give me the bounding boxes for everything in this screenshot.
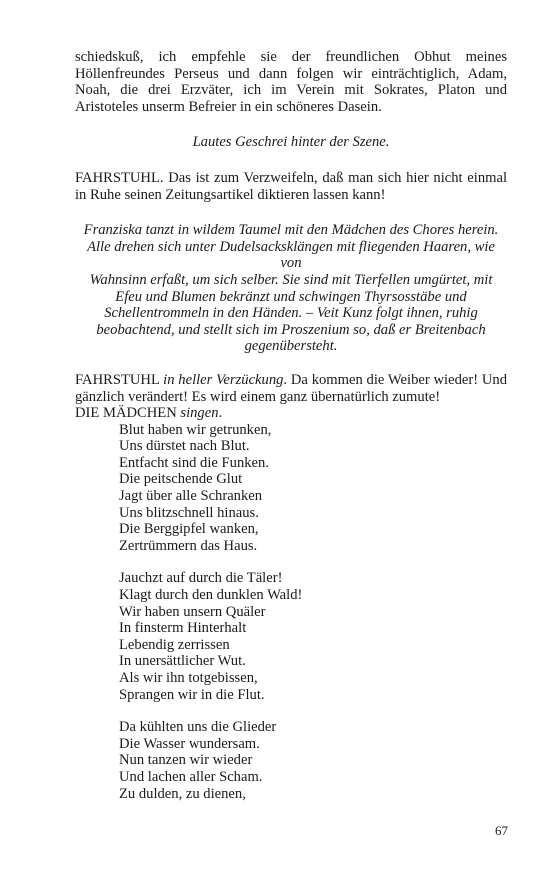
speaker-maedchen: DIE MÄDCHEN xyxy=(75,405,177,422)
verse-line: Nun tanzen wir wieder xyxy=(119,752,253,769)
stage-direction-line: Franziska tanzt in wildem Taumel mit den Mädchen des Chores herein. xyxy=(83,222,499,239)
stage-direction-line: von xyxy=(280,255,302,272)
verse-line: Zertrümmern das Haus. xyxy=(119,537,258,554)
maedchen-heading: DIE MÄDCHEN singen. xyxy=(75,405,223,422)
verse-line: Die Wasser wundersam. xyxy=(119,735,260,752)
speaker-fahrstuhl: FAHRSTUHL xyxy=(75,371,160,388)
speech-text: . Da kommen die Weiber wieder! Und gänzlich verändert! Es wird einem ganz übernatürlich zumute! xyxy=(75,371,507,405)
stage-direction-line: Wahnsinn erfaßt, um sich selber. Sie sind mit Tierfellen umgürtet, mit xyxy=(89,271,493,288)
stage-direction-line: Schellentrommeln in den Händen. – Veit Kunz folgt ihnen, ruhig xyxy=(104,305,478,322)
fahrstuhl-speech-2 xyxy=(75,372,507,405)
stage-direction-line: Efeu und Blumen bekränzt und schwingen Thyrsosstäbe und xyxy=(115,288,467,305)
verse-line: Als wir ihn totgebissen, xyxy=(119,670,258,686)
verse-line: Zu dulden, zu dienen, xyxy=(119,785,246,802)
stage-direction-1: Lautes Geschrei hinter der Szene. xyxy=(192,134,390,151)
verse-line: Da kühlten uns die Glieder xyxy=(119,719,277,736)
verse-line: Blut haben wir getrunken, xyxy=(119,421,272,438)
verse-line: Jagt über alle Schranken xyxy=(119,488,263,505)
speaker-fahrstuhl: FAHRSTUHL. xyxy=(75,169,164,186)
song-verse xyxy=(119,422,507,802)
stanza-2 xyxy=(119,570,507,703)
verse-line: Die peitschende Glut xyxy=(119,471,243,488)
book-page xyxy=(75,49,507,802)
verse-line: Uns blitzschnell hinaus. xyxy=(119,504,259,521)
verse-line: Uns dürstet nach Blut. xyxy=(119,438,250,455)
fahrstuhl-speech-1 xyxy=(75,170,507,203)
verse-line: Klagt durch den dunklen Wald! xyxy=(119,587,303,604)
stage-direction-inline: singen xyxy=(180,405,219,422)
stage-direction-2 xyxy=(75,222,507,355)
verse-line: In unersättlicher Wut. xyxy=(119,653,246,670)
stanza-3 xyxy=(119,719,507,802)
verse-line: Und lachen aller Scham. xyxy=(119,768,263,785)
verse-line: Entfacht sind die Funken. xyxy=(119,454,269,471)
stanza-1 xyxy=(119,422,507,555)
verse-line: Wir haben unsern Quäler xyxy=(119,603,266,620)
stage-direction-line: gegenübersteht. xyxy=(244,338,338,355)
verse-line: Lebendig zerrissen xyxy=(119,636,230,653)
speech-text: Das ist zum Verzweifeln, daß man sich hier nicht einmal in Ruhe seinen Zeitungsartikel diktieren lassen kann! xyxy=(75,169,507,203)
verse-line: In finsterm Hinterhalt xyxy=(119,620,247,637)
stage-direction-inline: in heller Verzückung xyxy=(163,371,284,388)
verse-line: Sprangen wir in die Flut. xyxy=(119,686,265,703)
stage-direction-line: Alle drehen sich unter Dudelsacksklängen mit fliegenden Haaren, wie xyxy=(87,238,495,255)
stage-direction-line: beobachtend, und stellt sich im Proszenium so, daß er Breitenbach xyxy=(96,321,486,338)
page-number: 67 xyxy=(495,823,508,838)
verse-line: Die Berggipfel wanken, xyxy=(119,521,259,538)
intro-paragraph: schiedskuß, ich empfehle sie der freundlichen Obhut meines Höllenfreundes Perseus und dann folgen wir einträchtiglich, Adam, Noah, die drei Erzväter, ich im Verein mit Sokrates, Platon und Aristoteles unserm Befreier in ein schöneres Dasein. xyxy=(75,49,507,115)
verse-line: Jauchzt auf durch die Täler! xyxy=(119,570,283,587)
